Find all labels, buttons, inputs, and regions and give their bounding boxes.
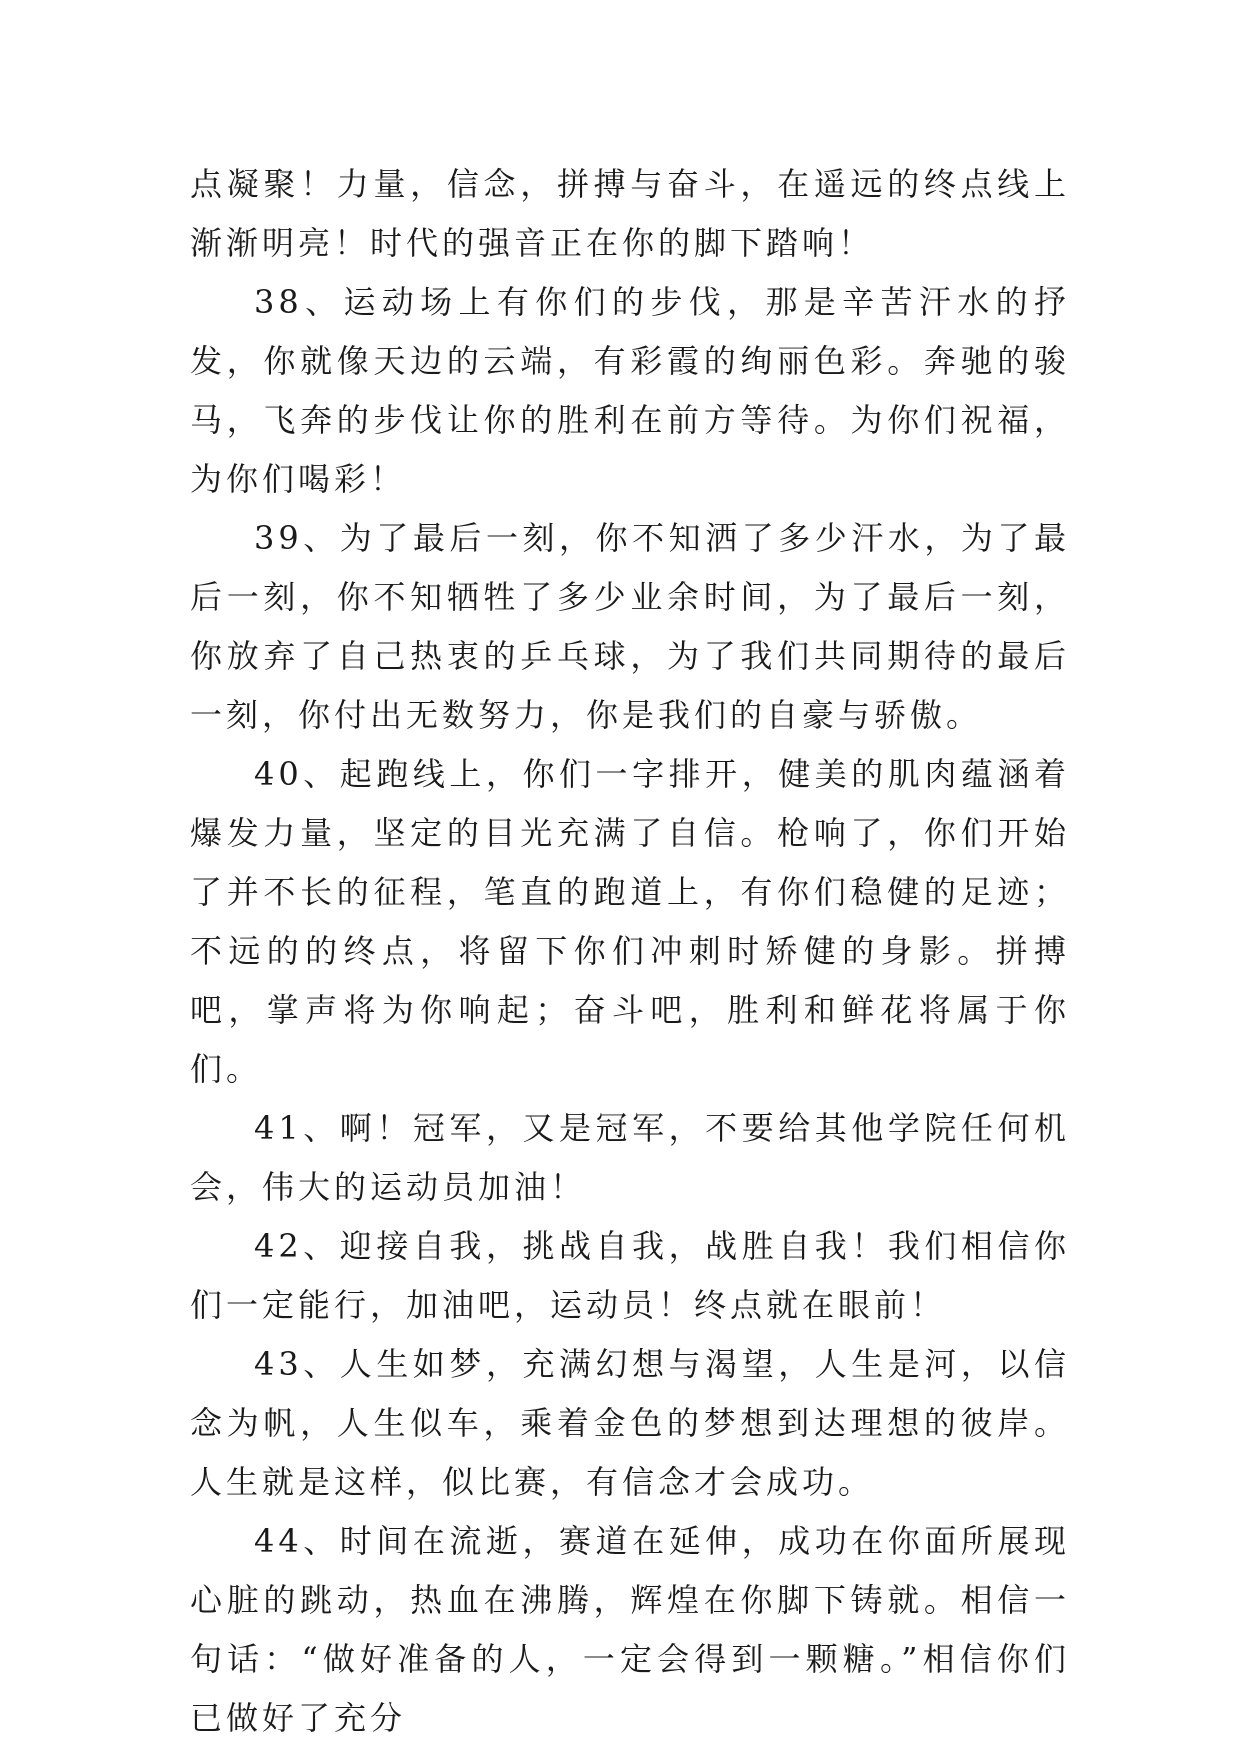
paragraph-39: 39、为了最后一刻，你不知洒了多少汗水，为了最后一刻，你不知牺牲了多少业余时间，为了最后一刻，你放弃了自己热衷的乒乓球，为了我们共同期待的最后一刻，你付出无数努力，你是我们的自豪与骄傲。 [190,519,1070,734]
paragraph-41: 41、啊！冠军，又是冠军，不要给其他学院任何机会，伟大的运动员加油！ [190,1109,1070,1206]
paragraph-44: 44、时间在流逝，赛道在延伸，成功在你面所展现心脏的跳动，热血在沸腾，辉煌在你脚下铸就。相信一句话：“做好准备的人，一定会得到一颗糖。”相信你们已做好了充分 [190,1522,1070,1737]
paragraph-38: 38、运动场上有你们的步伐，那是辛苦汗水的抒发，你就像天边的云端，有彩霞的绚丽色彩。奔驰的骏马，飞奔的步伐让你的胜利在前方等待。为你们祝福，为你们喝彩！ [190,283,1070,498]
paragraph-42: 42、迎接自我，挑战自我，战胜自我！我们相信你们一定能行，加油吧，运动员！终点就在眼前！ [190,1227,1070,1324]
paragraph-continuation: 点凝聚！力量，信念，拼搏与奋斗，在遥远的终点线上渐渐明亮！时代的强音正在你的脚下踏响！ [190,165,1070,262]
document-body [190,155,1070,1748]
paragraph-40: 40、起跑线上，你们一字排开，健美的肌肉蕴涵着爆发力量，坚定的目光充满了自信。枪响了，你们开始了并不长的征程，笔直的跑道上，有你们稳健的足迹；不远的的终点，将留下你们冲刺时矫健的身影。拼搏吧，掌声将为你响起；奋斗吧，胜利和鲜花将属于你们。 [190,755,1070,1088]
paragraph-43: 43、人生如梦，充满幻想与渴望，人生是河，以信念为帆，人生似车，乘着金色的梦想到达理想的彼岸。人生就是这样，似比赛，有信念才会成功。 [190,1345,1070,1501]
